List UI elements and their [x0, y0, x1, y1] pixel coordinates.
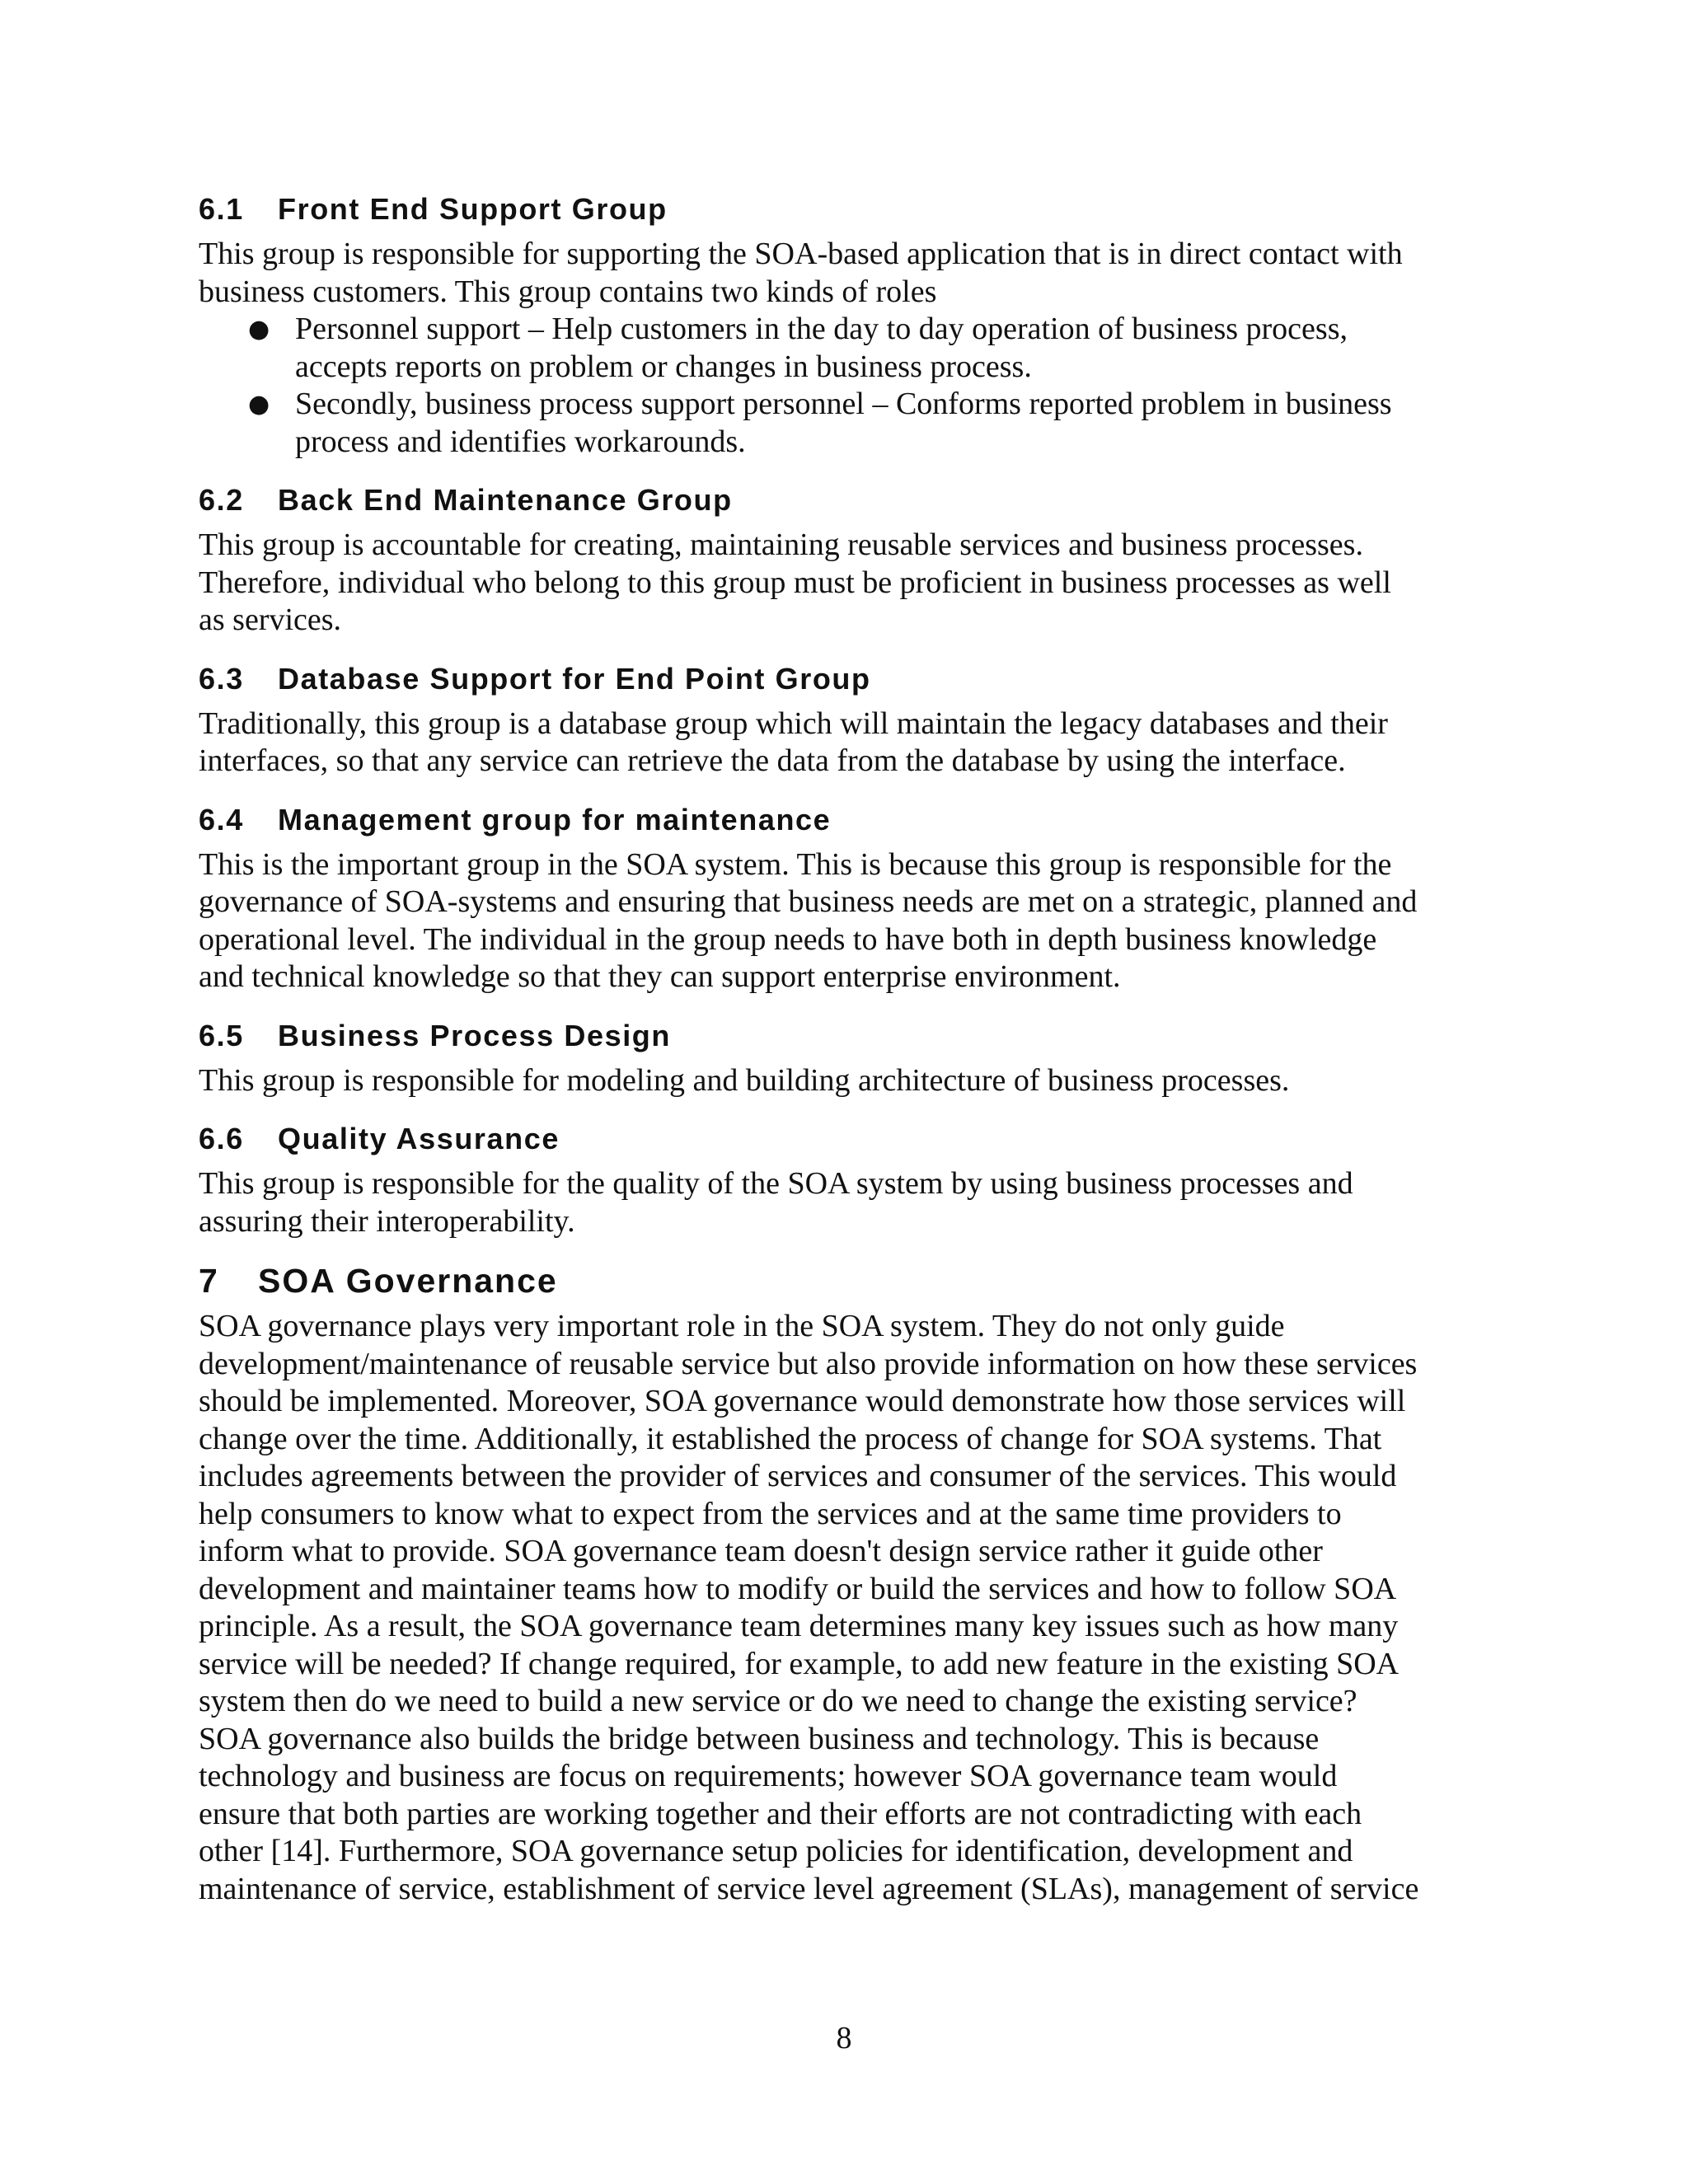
text-line: development and maintainer teams how to modify or build the services and how to follow SOA	[199, 1571, 1397, 1606]
section-paragraph	[199, 846, 1501, 996]
section-heading	[199, 802, 1501, 838]
section-number: 6.4	[199, 802, 244, 837]
page-number: 8	[836, 2021, 852, 2055]
section-title: Business Process Design	[278, 1018, 671, 1052]
section-6-4	[199, 802, 1501, 996]
text-line: other [14]. Furthermore, SOA governance setup policies for identification, development and	[199, 1834, 1353, 1868]
text-line: help consumers to know what to expect from the services and at the same time providers to	[199, 1496, 1342, 1531]
section-paragraph	[199, 1062, 1501, 1100]
section-paragraph	[199, 705, 1501, 780]
text-line: Personnel support – Help customers in the day to day operation of business process,	[295, 312, 1348, 346]
text-line: business customers. This group contains two kinds of roles	[199, 274, 937, 309]
section-number: 6.2	[199, 483, 244, 517]
section-6-5	[199, 1018, 1501, 1100]
roles-bullet-list	[199, 311, 1501, 461]
section-paragraph	[199, 236, 1501, 311]
text-line: should be implemented. Moreover, SOA governance would demonstrate how those services will	[199, 1384, 1406, 1418]
section-heading	[199, 1018, 1501, 1054]
section-title: Back End Maintenance Group	[278, 483, 733, 517]
text-line: SOA governance plays very important role in the SOA system. They do not only guide	[199, 1309, 1285, 1343]
text-line: and technical knowledge so that they can support enterprise environment.	[199, 959, 1121, 994]
section-title: Management group for maintenance	[278, 802, 832, 837]
section-paragraph	[199, 1165, 1501, 1240]
chapter-title: SOA Governance	[258, 1262, 558, 1300]
section-heading	[199, 661, 1501, 697]
section-heading	[199, 1121, 1501, 1157]
text-line: assuring their interoperability.	[199, 1203, 575, 1239]
section-title: Database Support for End Point Group	[278, 661, 871, 696]
bullet-item	[199, 311, 1501, 386]
text-line: change over the time. Additionally, it established the process of change for SOA systems. That	[199, 1421, 1382, 1456]
text-line: inform what to provide. SOA governance team doesn't design service rather it guide other	[199, 1534, 1323, 1568]
bullet-item	[199, 386, 1501, 461]
text-line: service will be needed? If change required, for example, to add new feature in the existing SOA	[199, 1646, 1400, 1681]
section-number: 6.5	[199, 1018, 244, 1052]
section-title: Quality Assurance	[278, 1122, 560, 1155]
text-line: includes agreements between the provider of services and consumer of the services. This would	[199, 1459, 1397, 1493]
section-6-2	[199, 482, 1501, 640]
text-line: operational level. The individual in the group needs to have both in depth business knowledge	[199, 921, 1377, 957]
text-line: Secondly, business process support personnel – Conforms reported problem in business	[295, 387, 1392, 421]
text-line: system then do we need to build a new service or do we need to change the existing service?	[199, 1684, 1357, 1718]
bullet-dot-icon: ●	[248, 390, 270, 419]
section-heading	[199, 482, 1501, 518]
section-number: 6.1	[199, 192, 244, 226]
section-title: Front End Support Group	[278, 192, 668, 226]
text-line: technology and business are focus on requirements; however SOA governance team would	[199, 1759, 1338, 1793]
text-line: maintenance of service, establishment of service level agreement (SLAs), management of service	[199, 1871, 1419, 1906]
text-line: interfaces, so that any service can retrieve the data from the database by using the interface.	[199, 743, 1346, 778]
chapter-heading	[199, 1260, 1501, 1301]
text-line: This group is accountable for creating, maintaining reusable services and business processes.	[199, 527, 1363, 562]
text-line: accepts reports on problem or changes in business process.	[295, 349, 1032, 384]
bullet-dot-icon: ●	[248, 315, 270, 344]
section-6-6	[199, 1121, 1501, 1240]
section-number: 6.3	[199, 661, 244, 696]
section-6-1	[199, 191, 1501, 461]
section-paragraph	[199, 527, 1501, 640]
text-line: governance of SOA-systems and ensuring that business needs are met on a strategic, planned and	[199, 884, 1418, 919]
text-line: principle. As a result, the SOA governance team determines many key issues such as how many	[199, 1609, 1399, 1643]
text-line: This group is responsible for the quality of the SOA system by using business processes and	[199, 1166, 1353, 1201]
section-number: 6.6	[199, 1122, 244, 1155]
text-line: process and identifies workarounds.	[295, 424, 746, 459]
document-page	[199, 191, 1501, 1929]
text-line: Traditionally, this group is a database group which will maintain the legacy databases and their	[199, 705, 1388, 741]
chapter-paragraph	[199, 1308, 1501, 1908]
section-6-3	[199, 661, 1501, 780]
text-line: ensure that both parties are working together and their efforts are not contradicting with each	[199, 1796, 1362, 1831]
text-line: This group is responsible for modeling and building architecture of business processes.	[199, 1062, 1290, 1098]
section-heading	[199, 191, 1501, 227]
chapter-number: 7	[199, 1262, 219, 1300]
text-line: as services.	[199, 602, 342, 637]
text-line: development/maintenance of reusable service but also provide information on how these services	[199, 1346, 1418, 1381]
text-line: Therefore, individual who belong to this group must be proficient in business processes as well	[199, 565, 1391, 600]
text-line: SOA governance also builds the bridge between business and technology. This is because	[199, 1721, 1320, 1756]
text-line: This group is responsible for supporting the SOA-based application that is in direct contact with	[199, 237, 1403, 271]
text-line: This is the important group in the SOA system. This is because this group is responsible for the	[199, 846, 1392, 882]
chapter-7	[199, 1260, 1501, 1908]
